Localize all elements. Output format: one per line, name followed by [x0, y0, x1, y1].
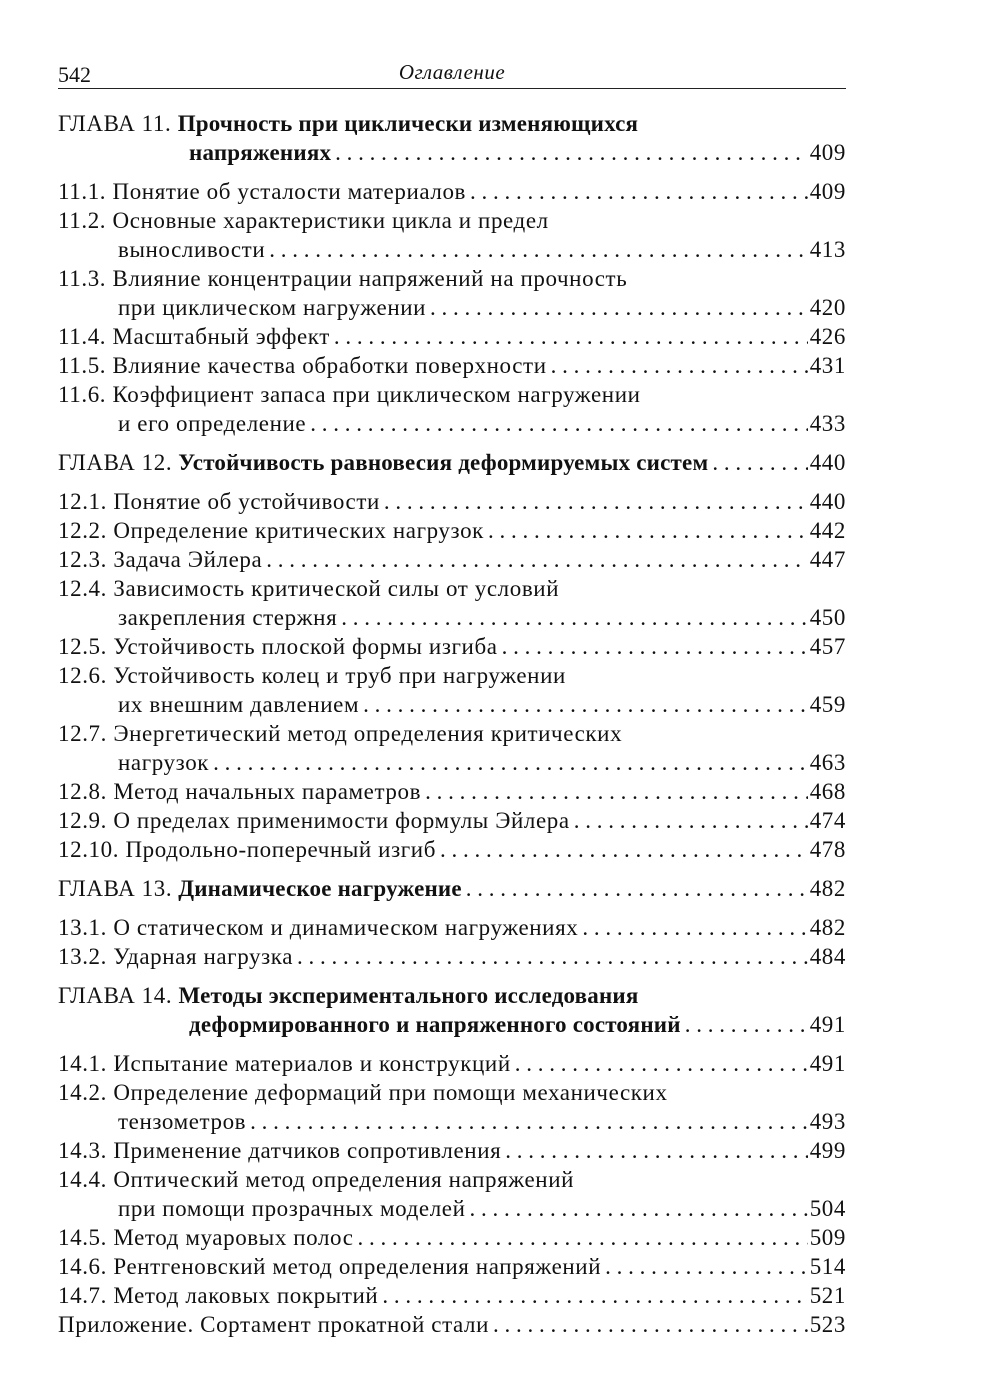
section-title: 14.3. Применение датчиков сопротивления — [58, 1138, 502, 1163]
page-ref: 482 — [809, 876, 846, 901]
chapter-title: Прочность при циклически изменяющихся — [177, 111, 639, 136]
section-title: и его определение — [118, 411, 307, 436]
toc-entry — [58, 545, 846, 574]
leader-dots — [440, 835, 808, 864]
page-ref: 457 — [809, 634, 846, 659]
section-title: 12.10. Продольно-поперечный изгиб — [58, 837, 437, 862]
toc-entry-cont — [58, 690, 846, 719]
page-ref: 459 — [809, 692, 846, 717]
chapter-title: деформированного и напряженного состояний — [189, 1012, 681, 1037]
page-ref: 482 — [809, 915, 846, 940]
page-ref: 474 — [809, 808, 846, 833]
page-ref: 450 — [809, 605, 846, 630]
section-title: 12.4. Зависимость критической силы от условий — [58, 576, 560, 601]
toc-entry — [58, 264, 846, 293]
section-title: 11.5. Влияние качества обработки поверхности — [58, 353, 547, 378]
chapter-heading — [58, 981, 846, 1010]
chapter-title: Динамическое нагружение — [178, 876, 462, 901]
leader-dots — [493, 1310, 808, 1339]
leader-dots — [470, 1194, 808, 1223]
section-title: 14.2. Определение деформаций при помощи механических — [58, 1080, 668, 1105]
section-title: закрепления стержня — [118, 605, 338, 630]
section-title: 14.7. Метод лаковых покрытий — [58, 1283, 379, 1308]
leader-dots — [341, 603, 807, 632]
running-title: Оглавление — [398, 60, 506, 84]
toc-entry-cont — [58, 748, 846, 777]
toc-entry — [58, 322, 846, 351]
page-ref: 433 — [809, 411, 846, 436]
page-ref: 463 — [809, 750, 846, 775]
toc-entry-cont — [58, 409, 846, 438]
section-title: 13.2. Ударная нагрузка — [58, 944, 294, 969]
leader-dots — [685, 1010, 808, 1039]
toc-entry — [58, 1223, 846, 1252]
section-title: выносливости — [118, 237, 266, 262]
page-ref: 426 — [809, 324, 846, 349]
section-title: 11.3. Влияние концентрации напряжений на прочность — [58, 266, 628, 291]
toc-entry-cont — [58, 1107, 846, 1136]
leader-dots — [382, 1281, 807, 1310]
page-ref: 514 — [809, 1254, 846, 1279]
section-title: 12.2. Определение критических нагрузок — [58, 518, 484, 543]
section-title: нагрузок — [118, 750, 210, 775]
leader-dots — [488, 516, 808, 545]
chapter-heading — [58, 109, 846, 138]
page-ref: 440 — [809, 450, 846, 475]
section-title: 12.6. Устойчивость колец и труб при нагружении — [58, 663, 566, 688]
chapter-heading-cont — [58, 138, 846, 167]
section-title: 11.4. Масштабный эффект — [58, 324, 330, 349]
section-title: 12.3. Задача Эйлера — [58, 547, 263, 572]
leader-dots — [502, 632, 808, 661]
toc-entry-cont — [58, 293, 846, 322]
toc-entry — [58, 1165, 846, 1194]
leader-dots — [334, 322, 808, 351]
chapter-title: напряжениях — [189, 140, 332, 165]
page-ref: 442 — [809, 518, 846, 543]
toc-entry — [58, 1281, 846, 1310]
section-title: 14.6. Рентгеновский метод определения напряжений — [58, 1254, 602, 1279]
page-ref: 521 — [809, 1283, 846, 1308]
page-number: 542 — [58, 62, 91, 87]
chapter-label: ГЛАВА 12. — [58, 450, 173, 475]
leader-dots — [466, 874, 808, 903]
toc-entry — [58, 1252, 846, 1281]
leader-dots — [470, 177, 808, 206]
leader-dots — [515, 1049, 808, 1078]
section-title: при помощи прозрачных моделей — [118, 1196, 466, 1221]
toc-entry — [58, 777, 846, 806]
chapter-label: ГЛАВА 11. — [58, 111, 172, 136]
leader-dots — [551, 351, 808, 380]
toc-entry — [58, 1049, 846, 1078]
leader-dots — [269, 235, 807, 264]
chapter-title: Устойчивость равновесия деформируемых систем — [178, 450, 709, 475]
section-title: их внешним давлением — [118, 692, 360, 717]
section-title: при циклическом нагружении — [118, 295, 427, 320]
page-ref: 409 — [809, 179, 846, 204]
leader-dots — [213, 748, 808, 777]
toc-entry — [58, 1136, 846, 1165]
chapter-title: Методы экспериментального исследования — [178, 983, 639, 1008]
leader-dots — [384, 487, 808, 516]
page-header — [58, 58, 846, 89]
appendix-entry — [58, 1310, 846, 1339]
toc-entry — [58, 632, 846, 661]
toc-entry — [58, 1078, 846, 1107]
toc-entry — [58, 206, 846, 235]
toc-entry — [58, 661, 846, 690]
leader-dots — [712, 448, 807, 477]
leader-dots — [310, 409, 807, 438]
leader-dots — [250, 1107, 808, 1136]
page-ref: 499 — [809, 1138, 846, 1163]
section-title: 14.1. Испытание материалов и конструкций — [58, 1051, 511, 1076]
section-title: тензометров — [118, 1109, 247, 1134]
toc-entry — [58, 806, 846, 835]
appendix-title: Приложение. Сортамент прокатной стали — [58, 1312, 489, 1337]
page-ref: 491 — [809, 1051, 846, 1076]
toc-entry — [58, 913, 846, 942]
section-title: 12.7. Энергетический метод определения критических — [58, 721, 623, 746]
toc-entry — [58, 574, 846, 603]
section-title: 12.5. Устойчивость плоской формы изгиба — [58, 634, 498, 659]
toc-entry — [58, 487, 846, 516]
section-title: 13.1. О статическом и динамическом нагружениях — [58, 915, 579, 940]
page-ref: 509 — [809, 1225, 846, 1250]
toc-entry — [58, 351, 846, 380]
chapter-label: ГЛАВА 14. — [58, 983, 173, 1008]
leader-dots — [335, 138, 808, 167]
page-ref: 523 — [809, 1312, 846, 1337]
page-ref: 409 — [809, 140, 846, 165]
toc-entry — [58, 380, 846, 409]
leader-dots — [358, 1223, 808, 1252]
toc-entry — [58, 719, 846, 748]
toc-entry-cont — [58, 235, 846, 264]
toc-entry — [58, 835, 846, 864]
page-ref: 420 — [809, 295, 846, 320]
toc-entry-cont — [58, 603, 846, 632]
leader-dots — [363, 690, 808, 719]
page-ref: 468 — [809, 779, 846, 804]
leader-dots — [582, 913, 807, 942]
page-ref: 431 — [809, 353, 846, 378]
table-of-contents — [58, 109, 846, 1339]
page-ref: 493 — [809, 1109, 846, 1134]
section-title: 11.1. Понятие об усталости материалов — [58, 179, 467, 204]
section-title: 11.6. Коэффициент запаса при циклическом нагружении — [58, 382, 641, 407]
chapter-label: ГЛАВА 13. — [58, 876, 173, 901]
leader-dots — [425, 777, 808, 806]
leader-dots — [266, 545, 807, 574]
leader-dots — [505, 1136, 807, 1165]
toc-entry — [58, 516, 846, 545]
page-ref: 478 — [809, 837, 846, 862]
section-title: 12.8. Метод начальных параметров — [58, 779, 422, 804]
section-title: 12.9. О пределах применимости формулы Эйлера — [58, 808, 570, 833]
chapter-heading-cont — [58, 1010, 846, 1039]
leader-dots — [605, 1252, 808, 1281]
page-ref: 504 — [809, 1196, 846, 1221]
toc-entry — [58, 177, 846, 206]
section-title: 14.5. Метод муаровых полос — [58, 1225, 354, 1250]
section-title: 14.4. Оптический метод определения напряжений — [58, 1167, 575, 1192]
chapter-heading — [58, 874, 846, 903]
toc-entry-cont — [58, 1194, 846, 1223]
page-ref: 440 — [809, 489, 846, 514]
page-ref: 484 — [809, 944, 846, 969]
leader-dots — [574, 806, 808, 835]
leader-dots — [430, 293, 808, 322]
page-ref: 491 — [809, 1012, 846, 1037]
toc-entry — [58, 942, 846, 971]
page-ref: 413 — [809, 237, 846, 262]
section-title: 12.1. Понятие об устойчивости — [58, 489, 380, 514]
leader-dots — [297, 942, 808, 971]
section-title: 11.2. Основные характеристики цикла и предел — [58, 208, 549, 233]
page-ref: 447 — [809, 547, 846, 572]
chapter-heading — [58, 448, 846, 477]
